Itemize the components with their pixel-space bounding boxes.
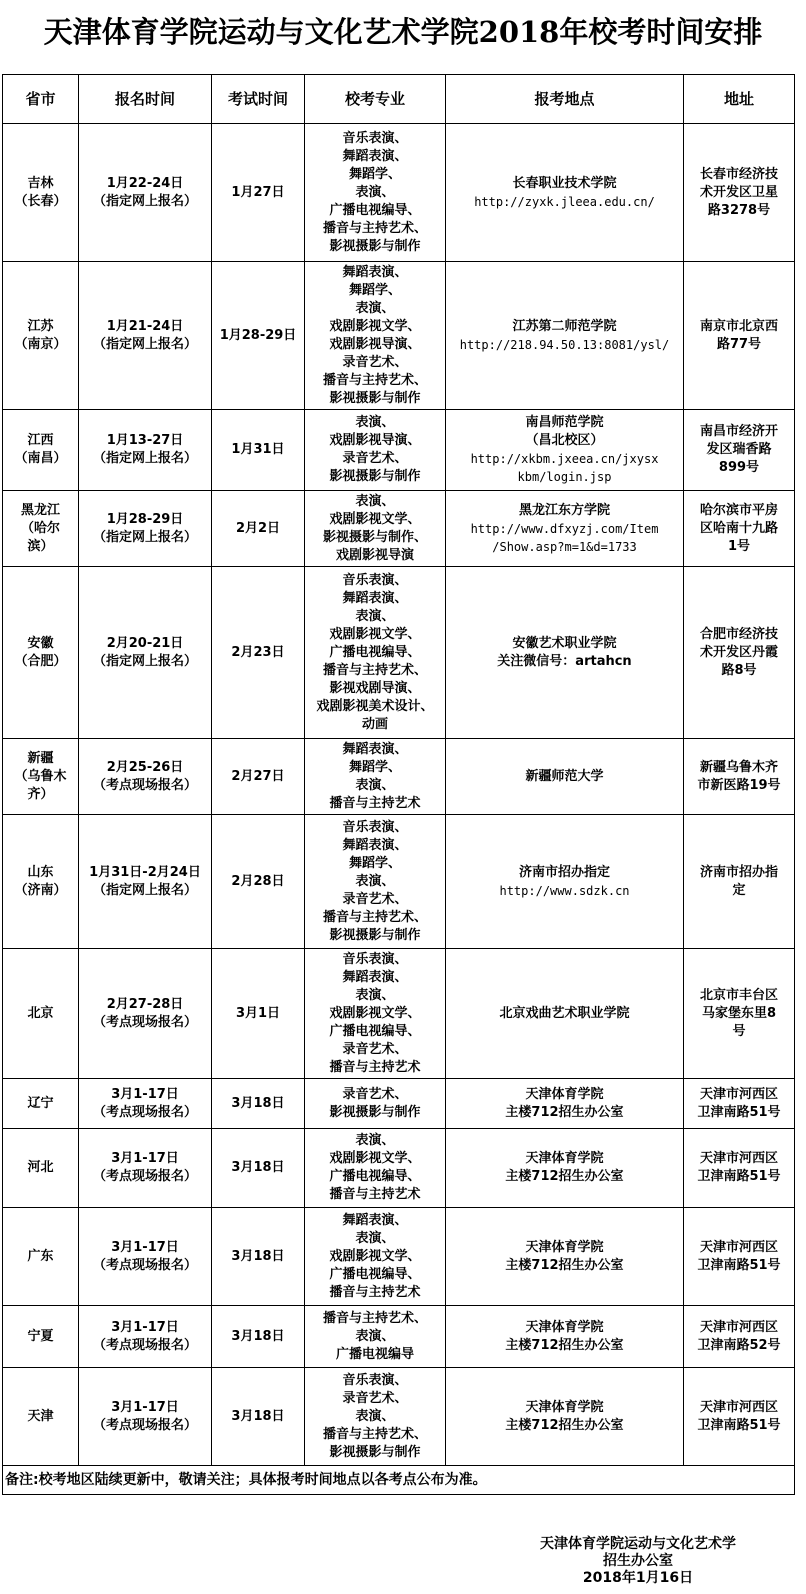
note-row	[3, 1466, 795, 1495]
cell-line: 卫津南路51号	[697, 1169, 781, 1184]
province-cell	[3, 124, 79, 262]
cell-line: 济南市招办指定	[518, 864, 610, 880]
cell-line: 天津体育学院	[525, 1151, 604, 1166]
province-cell	[3, 1208, 79, 1306]
exam-time-cell: 1月28-29日	[212, 262, 305, 410]
table-header-row	[3, 75, 795, 124]
address-cell	[684, 815, 795, 949]
address-cell	[684, 1079, 795, 1129]
cell-line: 卫津南路51号	[697, 1257, 781, 1273]
cell-line: （考点现场报名）	[92, 1169, 197, 1184]
address-cell	[684, 1306, 795, 1368]
cell-line: 播音与主持艺术	[329, 1284, 421, 1300]
registration-cell	[79, 491, 212, 567]
registration-cell	[79, 1306, 212, 1368]
cell-line: （指定网上报名）	[92, 451, 197, 466]
cell-line: 江西	[27, 433, 54, 448]
cell-line: 音乐表演、	[342, 130, 408, 146]
exam-time-cell: 3月18日	[212, 1368, 305, 1466]
province-cell	[3, 491, 79, 567]
province-cell	[3, 410, 79, 491]
majors-cell	[305, 949, 446, 1079]
majors-cell	[305, 262, 446, 410]
registration-cell	[79, 1208, 212, 1306]
cell-line: （南昌）	[14, 451, 67, 466]
address-cell	[684, 1368, 795, 1466]
cell-line: 术开发区卫星	[699, 184, 778, 200]
table-row	[3, 124, 795, 262]
cell-line: 发区瑞香路	[706, 442, 772, 457]
cell-line: （指定网上报名）	[92, 653, 197, 669]
cell-line: 播音与主持艺术、	[322, 909, 427, 925]
registration-cell	[79, 949, 212, 1079]
exam-time-cell: 3月18日	[212, 1079, 305, 1129]
address-cell	[684, 1208, 795, 1306]
footer-signature	[540, 1536, 736, 1587]
cell-line: 2月20-21日	[106, 635, 184, 651]
cell-line: 广东	[27, 1248, 54, 1264]
cell-line: （考点现场报名）	[92, 777, 197, 793]
cell-line: 齐）	[27, 786, 54, 802]
cell-line: 录音艺术、	[342, 451, 408, 466]
cell-line: 3月1-17日	[111, 1399, 179, 1415]
footer-org: 天津体育学院运动与文化艺术学	[540, 1536, 736, 1552]
province-cell	[3, 1079, 79, 1129]
cell-line: 天津市河西区	[699, 1399, 778, 1415]
location-cell	[446, 1208, 684, 1306]
cell-line: 南昌师范学院	[525, 415, 604, 430]
cell-line: 899号	[718, 460, 760, 475]
registration-cell	[79, 1129, 212, 1208]
cell-line: 北京市丰台区	[699, 987, 778, 1003]
cell-line: 北京戏曲艺术职业学院	[499, 1005, 630, 1021]
cell-line: 录音艺术、	[342, 1086, 408, 1102]
exam-time-cell: 3月18日	[212, 1208, 305, 1306]
registration-cell	[79, 410, 212, 491]
cell-line: 天津体育学院	[525, 1086, 604, 1102]
cell-line: 表演、	[355, 1328, 395, 1344]
cell-line: 广播电视编导、	[329, 1023, 421, 1039]
page-title: 天津体育学院运动与文化艺术学院2018年校考时间安排	[43, 15, 763, 49]
cell-line: 表演、	[355, 493, 395, 509]
table-row	[3, 491, 795, 567]
address-cell	[684, 1129, 795, 1208]
location-cell	[446, 1306, 684, 1368]
cell-line: 天津体育学院	[525, 1399, 604, 1415]
cell-line: 影视摄影与制作	[329, 238, 421, 254]
cell-line: （指定网上报名）	[92, 193, 197, 209]
cell-line: 1月13-27日	[106, 433, 184, 448]
majors-cell	[305, 410, 446, 491]
cell-line: 3月1-17日	[111, 1086, 179, 1102]
header-address: 地址	[684, 75, 795, 124]
cell-line: 定	[732, 882, 746, 898]
cell-line: 卫津南路51号	[697, 1104, 781, 1120]
cell-line: 主楼712招生办公室	[505, 1257, 624, 1273]
cell-line: 影视摄影与制作	[329, 390, 421, 406]
province-cell	[3, 1129, 79, 1208]
cell-line: 影视摄影与制作、	[322, 529, 427, 545]
cell-line: 天津体育学院	[525, 1319, 604, 1335]
cell-line: 天津市河西区	[699, 1151, 778, 1166]
address-cell	[684, 262, 795, 410]
cell-line: http://xkbm.jxeea.cn/jxysx	[470, 452, 659, 466]
cell-line: 录音艺术、	[342, 1041, 408, 1057]
cell-line: 马家堡东里8	[701, 1005, 777, 1021]
cell-line: 辽宁	[27, 1095, 54, 1111]
cell-line: kbm/login.jsp	[517, 470, 612, 484]
cell-line: 表演、	[355, 1230, 395, 1246]
exam-time-cell: 2月28日	[212, 815, 305, 949]
exam-time-cell: 2月23日	[212, 567, 305, 739]
cell-line: 音乐表演、	[342, 951, 408, 967]
cell-line: 天津市河西区	[699, 1239, 778, 1255]
location-cell	[446, 1079, 684, 1129]
exam-time-cell: 1月31日	[212, 410, 305, 491]
cell-line: http://www.sdzk.cn	[499, 883, 630, 898]
cell-line: 合肥市经济技	[699, 626, 778, 642]
cell-line: 广播电视编导、	[329, 202, 421, 218]
address-cell	[684, 491, 795, 567]
location-cell	[446, 410, 684, 491]
cell-line: http://www.dfxyzj.com/Item	[470, 521, 659, 536]
cell-line: 新疆乌鲁木齐	[699, 759, 778, 775]
cell-line: 录音艺术、	[342, 354, 408, 370]
table-row	[3, 567, 795, 739]
cell-line: 戏剧影视导演、	[329, 433, 421, 448]
location-cell	[446, 1129, 684, 1208]
cell-line: （考点现场报名）	[92, 1257, 197, 1273]
cell-line: 音乐表演、	[342, 819, 408, 835]
cell-line: 表演、	[355, 415, 395, 430]
cell-line: 主楼712招生办公室	[505, 1337, 624, 1353]
cell-line: 表演、	[355, 1408, 395, 1424]
majors-cell	[305, 1368, 446, 1466]
cell-line: 戏剧影视文学、	[329, 626, 421, 642]
table-row	[3, 1368, 795, 1466]
cell-line: 哈尔滨市平房	[699, 502, 778, 518]
cell-line: 舞蹈表演、	[342, 741, 408, 757]
table-row	[3, 410, 795, 491]
table-row	[3, 739, 795, 815]
footer-office: 招生办公室	[603, 1553, 673, 1569]
cell-line: 表演、	[355, 873, 395, 889]
cell-line: 播音与主持艺术、	[322, 372, 427, 388]
cell-line: 安徽艺术职业学院	[512, 635, 617, 651]
registration-cell	[79, 815, 212, 949]
cell-line: 江苏	[27, 318, 54, 334]
cell-line: 戏剧影视导演	[335, 547, 414, 563]
exam-time-cell: 3月18日	[212, 1129, 305, 1208]
cell-line: 术开发区丹霞	[699, 644, 778, 660]
majors-cell	[305, 567, 446, 739]
exam-time-cell: 3月18日	[212, 1306, 305, 1368]
location-cell	[446, 567, 684, 739]
cell-line: 关注微信号：artahcn	[497, 653, 632, 669]
location-cell	[446, 815, 684, 949]
majors-cell	[305, 1306, 446, 1368]
cell-line: （济南）	[14, 882, 67, 898]
cell-line: 广播电视编导	[335, 1346, 414, 1362]
cell-line: 影视摄影与制作	[329, 1104, 421, 1120]
table-row	[3, 1129, 795, 1208]
cell-line: 播音与主持艺术	[329, 1187, 421, 1202]
cell-line: http://218.94.50.13:8081/ysl/	[459, 337, 670, 352]
cell-line: http://zyxk.jleea.edu.cn/	[474, 194, 655, 209]
cell-line: 影视戏剧导演、	[329, 680, 421, 696]
cell-line: 主楼712招生办公室	[505, 1417, 624, 1433]
cell-line: （指定网上报名）	[92, 529, 197, 545]
cell-line: 舞蹈表演、	[342, 1212, 408, 1228]
location-cell	[446, 491, 684, 567]
registration-cell	[79, 1368, 212, 1466]
cell-line: 录音艺术、	[342, 891, 408, 907]
cell-line: 舞蹈学、	[348, 166, 401, 182]
cell-line: 影视摄影与制作	[329, 469, 421, 484]
location-cell	[446, 262, 684, 410]
header-majors: 校考专业	[305, 75, 446, 124]
cell-line: 表演、	[355, 300, 395, 316]
cell-line: （昌北校区）	[525, 433, 604, 448]
cell-line: 3月1-17日	[111, 1151, 179, 1166]
cell-line: 播音与主持艺术、	[322, 220, 427, 236]
cell-line: 号	[732, 1023, 746, 1039]
address-cell	[684, 124, 795, 262]
cell-line: （南京）	[14, 336, 67, 352]
cell-line: 播音与主持艺术、	[322, 1426, 427, 1442]
cell-line: 戏剧影视导演、	[329, 336, 421, 352]
cell-line: 江苏第二师范学院	[512, 318, 617, 334]
majors-cell	[305, 124, 446, 262]
cell-line: 舞蹈表演、	[342, 264, 408, 280]
majors-cell	[305, 739, 446, 815]
cell-line: 戏剧影视文学、	[329, 1151, 421, 1166]
cell-line: 天津体育学院	[525, 1239, 604, 1255]
province-cell	[3, 949, 79, 1079]
province-cell	[3, 1368, 79, 1466]
table-row	[3, 262, 795, 410]
cell-line: 南昌市经济开	[699, 424, 778, 439]
cell-line: （考点现场报名）	[92, 1417, 197, 1433]
cell-line: 黑龙江	[20, 502, 60, 518]
cell-line: 戏剧影视文学、	[329, 318, 421, 334]
majors-cell	[305, 1208, 446, 1306]
cell-line: 舞蹈学、	[348, 855, 401, 871]
cell-line: 路3278号	[707, 202, 771, 218]
registration-cell	[79, 567, 212, 739]
cell-line: （哈尔	[20, 520, 60, 536]
cell-line: 北京	[27, 1005, 54, 1021]
header-registration-time: 报名时间	[79, 75, 212, 124]
cell-line: 表演、	[355, 1133, 395, 1148]
table-row	[3, 1208, 795, 1306]
cell-line: 表演、	[355, 184, 395, 200]
majors-cell	[305, 815, 446, 949]
cell-line: 播音与主持艺术、	[322, 662, 427, 678]
cell-line: 长春职业技术学院	[512, 175, 617, 191]
cell-line: 主楼712招生办公室	[505, 1104, 624, 1120]
majors-cell	[305, 1079, 446, 1129]
cell-line: （乌鲁木	[14, 768, 67, 784]
location-cell	[446, 949, 684, 1079]
cell-line: 南京市北京西	[699, 318, 778, 334]
cell-line: 录音艺术、	[342, 1390, 408, 1406]
exam-time-cell: 2月2日	[212, 491, 305, 567]
cell-line: 1月21-24日	[106, 318, 184, 334]
cell-line: /Show.asp?m=1&d=1733	[492, 539, 637, 554]
location-cell	[446, 124, 684, 262]
cell-line: （考点现场报名）	[92, 1337, 197, 1353]
table-row	[3, 815, 795, 949]
cell-line: 影视摄影与制作	[329, 1444, 421, 1460]
cell-line: 2月25-26日	[106, 759, 184, 775]
cell-line: 广播电视编导、	[329, 644, 421, 660]
cell-line: 新疆	[27, 750, 54, 766]
cell-line: 主楼712招生办公室	[505, 1169, 624, 1184]
table-body	[3, 124, 795, 1466]
header-province: 省市	[3, 75, 79, 124]
cell-line: 戏剧影视文学、	[329, 511, 421, 527]
cell-line: （考点现场报名）	[92, 1014, 197, 1030]
cell-line: 影视摄影与制作	[329, 927, 421, 943]
cell-line: 3月1-17日	[111, 1319, 179, 1335]
cell-line: 吉林	[27, 175, 54, 191]
cell-line: 市新医路19号	[697, 777, 781, 793]
cell-line: 舞蹈学、	[348, 759, 401, 775]
cell-line: 1月28-29日	[106, 511, 184, 527]
exam-time-cell: 1月27日	[212, 124, 305, 262]
cell-line: （长春）	[14, 193, 67, 209]
note-text: 备注:校考地区陆续更新中，敬请关注；具体报考时间地点以各考点公布为准。	[3, 1466, 795, 1495]
cell-line: 播音与主持艺术	[329, 795, 421, 811]
cell-line: 山东	[27, 864, 54, 880]
cell-line: 1月31日-2月24日	[89, 864, 201, 880]
cell-line: 1月22-24日	[106, 175, 184, 191]
header-exam-location: 报考地点	[446, 75, 684, 124]
cell-line: 新疆师范大学	[525, 768, 604, 784]
table-row	[3, 1306, 795, 1368]
cell-line: 戏剧影视文学、	[329, 1248, 421, 1264]
registration-cell	[79, 1079, 212, 1129]
cell-line: 安徽	[27, 635, 54, 651]
cell-line: 济南市招办指	[699, 864, 778, 880]
footer-date: 2018年1月16日	[582, 1570, 694, 1586]
address-cell	[684, 410, 795, 491]
cell-line: 表演、	[355, 987, 395, 1003]
cell-line: 舞蹈表演、	[342, 837, 408, 853]
address-cell	[684, 567, 795, 739]
address-cell	[684, 739, 795, 815]
cell-line: 广播电视编导、	[329, 1169, 421, 1184]
cell-line: 播音与主持艺术	[329, 1059, 421, 1075]
cell-line: 卫津南路52号	[697, 1337, 781, 1353]
registration-cell	[79, 124, 212, 262]
province-cell	[3, 739, 79, 815]
cell-line: 卫津南路51号	[697, 1417, 781, 1433]
cell-line: 3月1-17日	[111, 1239, 179, 1255]
cell-line: 长春市经济技	[699, 166, 778, 182]
cell-line: （合肥）	[14, 653, 67, 669]
cell-line: 舞蹈表演、	[342, 148, 408, 164]
cell-line: 播音与主持艺术、	[322, 1310, 427, 1326]
table-row	[3, 949, 795, 1079]
cell-line: 路8号	[721, 662, 757, 678]
majors-cell	[305, 1129, 446, 1208]
cell-line: 区哈南十九路	[699, 520, 778, 536]
cell-line: 音乐表演、	[342, 1372, 408, 1388]
table-row	[3, 1079, 795, 1129]
registration-cell	[79, 739, 212, 815]
cell-line: 表演、	[355, 777, 395, 793]
cell-line: 天津	[27, 1408, 54, 1424]
cell-line: 戏剧影视美术设计、	[316, 698, 434, 714]
cell-line: 音乐表演、	[342, 572, 408, 588]
cell-line: 河北	[27, 1160, 54, 1175]
schedule-table	[2, 74, 795, 1495]
cell-line: 路77号	[716, 336, 762, 352]
cell-line: 戏剧影视文学、	[329, 1005, 421, 1021]
cell-line: 表演、	[355, 608, 395, 624]
cell-line: 广播电视编导、	[329, 1266, 421, 1282]
cell-line: 宁夏	[27, 1328, 54, 1344]
cell-line: （指定网上报名）	[92, 336, 197, 352]
address-cell	[684, 949, 795, 1079]
province-cell	[3, 567, 79, 739]
exam-time-cell: 3月1日	[212, 949, 305, 1079]
exam-time-cell: 2月27日	[212, 739, 305, 815]
cell-line: 1号	[727, 538, 751, 554]
header-exam-time: 考试时间	[212, 75, 305, 124]
cell-line: 滨）	[27, 538, 54, 554]
province-cell	[3, 815, 79, 949]
cell-line: 舞蹈学、	[348, 282, 401, 298]
cell-line: 2月27-28日	[106, 996, 184, 1012]
location-cell	[446, 1368, 684, 1466]
cell-line: 天津市河西区	[699, 1319, 778, 1335]
cell-line: （指定网上报名）	[92, 882, 197, 898]
majors-cell	[305, 491, 446, 567]
registration-cell	[79, 262, 212, 410]
cell-line: 动画	[361, 716, 388, 732]
province-cell	[3, 262, 79, 410]
cell-line: 舞蹈表演、	[342, 969, 408, 985]
province-cell	[3, 1306, 79, 1368]
cell-line: （考点现场报名）	[92, 1104, 197, 1120]
cell-line: 舞蹈表演、	[342, 590, 408, 606]
cell-line: 天津市河西区	[699, 1086, 778, 1102]
cell-line: 黑龙江东方学院	[518, 502, 610, 518]
location-cell	[446, 739, 684, 815]
